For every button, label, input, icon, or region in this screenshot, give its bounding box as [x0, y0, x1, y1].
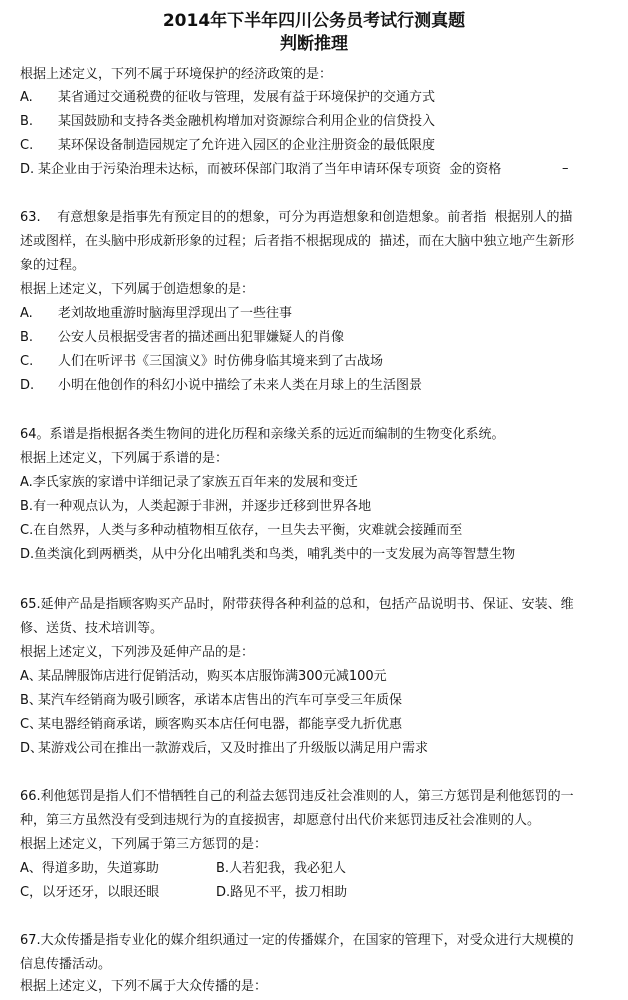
option-text: 公安人员根据受害者的描述画出犯罪嫌疑人的肖像: [58, 330, 345, 345]
option-letter: D.: [20, 162, 35, 177]
trailing-mark: –: [562, 161, 569, 176]
q67-prompt: 根据上述定义，下列不属于大众传播的是：: [20, 979, 268, 994]
q63-option-c: [20, 353, 383, 370]
q66-option-c: C，以牙还牙，以眼还眼: [20, 885, 160, 900]
q65-option-c: [20, 716, 402, 733]
option-text: 人们在听评书《三国演义》时仿佛身临其境来到了古战场: [58, 354, 384, 369]
q62-option-a: [20, 89, 435, 106]
q65-stem-line-2: 修、送货、技术培训等。: [20, 621, 164, 636]
option-text: 某品牌服饰店进行促销活动，购买本店服饰满300元减100元: [38, 669, 387, 684]
option-letter: B.: [20, 114, 34, 129]
q66-stem-line-2: 种，第三方虽然没有受到违规行为的直接损害，却愿意付出代价来惩罚违反社会准则的人。: [20, 813, 541, 828]
option-letter: B.: [20, 499, 34, 514]
section-subtitle: 判断推理: [280, 34, 348, 54]
option-text: 李氏家族的家谱中详细记录了家族五百年来的发展和变迁: [32, 475, 358, 490]
option-letter: C.: [20, 354, 34, 369]
option-text: 某企业由于污染治理未达标，而被环保部门取消了当年申请环保专项资 金的资格: [38, 162, 502, 177]
option-letter: D.: [20, 378, 35, 393]
option-letter: B、: [20, 693, 42, 708]
q65-option-b: [20, 692, 402, 709]
option-letter: A.: [20, 306, 33, 321]
q62-option-b: [20, 113, 435, 130]
option-text: 某汽车经销商为吸引顾客，承诺本店售出的汽车可享受三年质保: [38, 693, 403, 708]
option-text: 有一种观点认为，人类起源于非洲，并逐步迁移到世界各地: [33, 499, 372, 514]
option-text: 小明在他创作的科幻小说中描绘了未来人类在月球上的生活图景: [58, 378, 423, 393]
q64-prompt: 根据上述定义，下列属于系谱的是：: [20, 451, 229, 466]
q62-option-c: [20, 137, 435, 154]
q63-stem-line-1: 63. 有意想象是指事先有预定目的的想象，可分为再造想象和创造想象。前者指 根据别人的描: [20, 210, 573, 225]
option-text: 某环保设备制造园规定了允许进入园区的企业注册资金的最低限度: [58, 138, 436, 153]
q65-option-a: [20, 668, 387, 685]
q64-option-b: [20, 498, 371, 515]
option-letter: A、: [20, 669, 42, 684]
option-text: 在自然界，人类与多种动植物相互依存，一旦失去平衡，灾难就会接踵而至: [33, 523, 463, 538]
q65-stem-line-1: 65.延伸产品是指顾客购买产品时，附带获得各种利益的总和，包括产品说明书、保证、安装、维: [20, 597, 574, 612]
option-letter: D.: [20, 547, 35, 562]
q64-option-a: [20, 474, 358, 491]
option-letter: C.: [20, 523, 34, 538]
option-text: 某省通过交通税费的征收与管理，发展有益于环境保护的交通方式: [58, 90, 436, 105]
option-letter: C.: [20, 138, 34, 153]
document-title: 2014年下半年四川公务员考试行测真题: [162, 11, 466, 31]
option-letter: B.: [20, 330, 34, 345]
q66-stem-line-1: 66.利他惩罚是指人们不惜牺牲自己的利益去惩罚违反社会准则的人，第三方惩罚是利他惩罚的一: [20, 789, 574, 804]
q64-option-c: [20, 522, 462, 539]
q67-stem-line-2: 信息传播活动。: [20, 957, 112, 972]
option-letter: A.: [20, 90, 33, 105]
q63-stem-line-3: 象的过程。: [20, 258, 86, 273]
q64-stem-line-1: 64。系谱是指根据各类生物间的进化历程和亲缘关系的远近而编制的生物变化系统。: [20, 427, 505, 442]
q64-option-d: [20, 546, 515, 563]
q62-prompt: 根据上述定义，下列不属于环境保护的经济政策的是：: [20, 67, 333, 82]
option-letter: D、: [20, 741, 44, 756]
option-text: 某电器经销商承诺，顾客购买本店任何电器，都能享受九折优惠: [38, 717, 403, 732]
q63-option-b: [20, 329, 344, 346]
option-text: 老刘故地重游时脑海里浮现出了一些往事: [58, 306, 293, 321]
q63-stem-line-2: 述或图样，在头脑中形成新形象的过程；后者指不根据现成的 描述，而在大脑中独立地产生新形: [20, 234, 575, 249]
q65-option-d: [20, 740, 428, 757]
q67-stem-line-1: 67.大众传播是指专业化的媒介组织通过一定的传播媒介，在国家的管理下，对受众进行大规模的: [20, 933, 574, 948]
q66-option-d: D.路见不平，拔刀相助: [216, 885, 348, 900]
q66-option-a: A、得道多助，失道寡助: [20, 861, 159, 876]
q66-option-b: B.人若犯我，我必犯人: [216, 861, 347, 876]
option-text: 某国鼓励和支持各类金融机构增加对资源综合利用企业的信贷投入: [58, 114, 436, 129]
q63-prompt: 根据上述定义，下列属于创造想象的是：: [20, 282, 255, 297]
q63-option-d: [20, 377, 422, 394]
q63-option-a: [20, 305, 292, 322]
option-letter: A.: [20, 475, 33, 490]
option-text: 某游戏公司在推出一款游戏后，又及时推出了升级版以满足用户需求: [38, 741, 429, 756]
option-text: 鱼类演化到两栖类，从中分化出哺乳类和鸟类，哺乳类中的一支发展为高等智慧生物: [34, 547, 516, 562]
q66-prompt: 根据上述定义，下列属于第三方惩罚的是：: [20, 837, 268, 852]
q65-prompt: 根据上述定义，下列涉及延伸产品的是：: [20, 645, 255, 660]
q62-option-d: [20, 161, 501, 178]
option-letter: C、: [20, 717, 43, 732]
